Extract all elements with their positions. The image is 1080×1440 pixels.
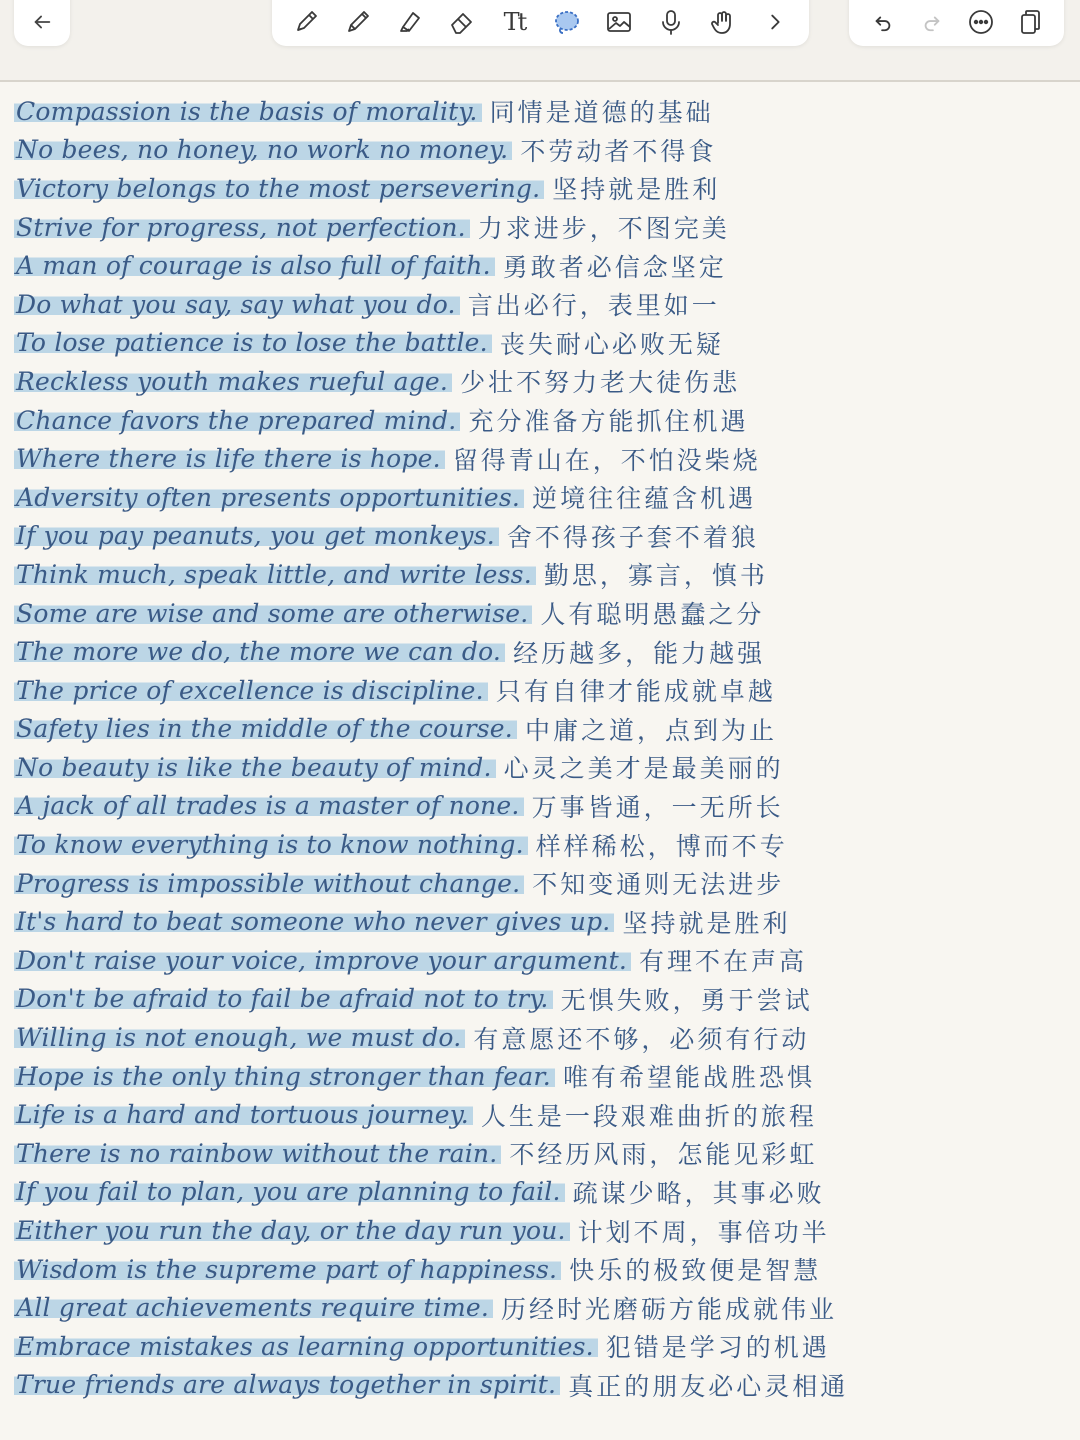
english-sentence: Chance favors the prepared mind. <box>14 406 460 435</box>
english-sentence: Willing is not enough, we must do. <box>14 1023 465 1052</box>
english-sentence: A man of courage is also full of faith. <box>14 251 495 280</box>
note-line <box>14 1211 1074 1250</box>
chinese-translation: 不劳动者不得食 <box>520 136 717 166</box>
chinese-translation: 逆境往往蕴含机遇 <box>532 484 757 514</box>
note-line <box>14 1327 1074 1366</box>
chinese-translation: 有意愿还不够，必须有行动 <box>473 1024 810 1054</box>
english-sentence: Embrace mistakes as learning opportunities. <box>14 1332 598 1361</box>
english-sentence: The more we do, the more we can do. <box>14 637 505 666</box>
hand-touch-icon[interactable] <box>703 2 743 42</box>
note-line <box>14 1018 1074 1057</box>
english-sentence: Adversity often presents opportunities. <box>14 483 524 512</box>
handwritten-notes <box>14 92 1074 1404</box>
english-sentence: Strive for progress, not perfection. <box>14 213 470 242</box>
note-line <box>14 555 1074 594</box>
english-sentence: If you pay peanuts, you get monkeys. <box>14 521 499 550</box>
note-line <box>14 208 1074 247</box>
microphone-icon[interactable] <box>651 2 691 42</box>
chinese-translation: 勤思，寡言，慎书 <box>543 561 768 591</box>
note-line <box>14 478 1074 517</box>
chinese-translation: 人有聪明愚蠢之分 <box>540 600 765 630</box>
chinese-translation: 中庸之道，点到为止 <box>524 715 777 745</box>
english-sentence: Either you run the day, or the day run you. <box>14 1216 570 1245</box>
english-sentence: There is no rainbow without the rain. <box>14 1139 501 1168</box>
pages-icon[interactable] <box>1010 2 1050 42</box>
note-line <box>14 517 1074 556</box>
more-icon[interactable] <box>961 2 1001 42</box>
undo-icon[interactable] <box>863 2 903 42</box>
note-line <box>14 671 1074 710</box>
chinese-translation: 真正的朋友必心灵相通 <box>568 1371 849 1401</box>
arrow-left-icon <box>22 2 62 42</box>
chinese-translation: 犯错是学习的机遇 <box>605 1333 830 1363</box>
pencil-icon[interactable] <box>338 2 378 42</box>
chinese-translation: 人生是一段艰难曲折的旅程 <box>480 1101 817 1131</box>
english-sentence: A jack of all trades is a master of none. <box>14 791 524 820</box>
note-line <box>14 1057 1074 1096</box>
redo-icon[interactable] <box>912 2 952 42</box>
back-button[interactable] <box>14 0 70 46</box>
note-line <box>14 246 1074 285</box>
chinese-translation: 丧失耐心必败无疑 <box>499 329 724 359</box>
note-line <box>14 1095 1074 1134</box>
note-line <box>14 1288 1074 1327</box>
chinese-translation: 力求进步，不图完美 <box>477 214 730 244</box>
note-line <box>14 92 1074 131</box>
image-icon[interactable] <box>599 2 639 42</box>
english-sentence: Don't raise your voice, improve your argument. <box>14 946 631 975</box>
toolbar <box>0 0 1080 82</box>
english-sentence: Life is a hard and tortuous journey. <box>14 1100 473 1129</box>
note-line <box>14 825 1074 864</box>
note-line <box>14 902 1074 941</box>
english-sentence: If you fail to plan, you are planning to fail. <box>14 1177 565 1206</box>
chinese-translation: 不经历风雨，怎能见彩虹 <box>509 1140 818 1170</box>
english-sentence: Progress is impossible without change. <box>14 869 524 898</box>
english-sentence: Wisdom is the supreme part of happiness. <box>14 1255 561 1284</box>
chinese-translation: 坚持就是胜利 <box>622 908 791 938</box>
chinese-translation: 舍不得孩子套不着狼 <box>506 522 759 552</box>
chinese-translation: 无惧失败，勇于尝试 <box>560 985 813 1015</box>
note-line <box>14 362 1074 401</box>
text-tool-icon[interactable]: Tt <box>503 8 526 36</box>
english-sentence: No beauty is like the beauty of mind. <box>14 753 496 782</box>
english-sentence: Some are wise and some are otherwise. <box>14 599 532 628</box>
highlighter-icon[interactable] <box>390 2 430 42</box>
chinese-translation: 万事皆通，一无所长 <box>531 792 784 822</box>
note-line <box>14 710 1074 749</box>
note-line <box>14 787 1074 826</box>
english-sentence: Where there is life there is hope. <box>14 444 445 473</box>
english-sentence: It's hard to beat someone who never gives up. <box>14 907 614 936</box>
english-sentence: True friends are always together in spirit. <box>14 1370 560 1399</box>
note-line <box>14 324 1074 363</box>
chinese-translation: 样样稀松，博而不专 <box>535 831 788 861</box>
lasso-icon[interactable] <box>547 2 587 42</box>
chinese-translation: 坚持就是胜利 <box>552 175 721 205</box>
chinese-translation: 留得青山在，不怕没柴烧 <box>452 445 761 475</box>
document-actions <box>849 0 1064 46</box>
english-sentence: Reckless youth makes rueful age. <box>14 367 452 396</box>
note-line <box>14 980 1074 1019</box>
chinese-translation: 言出必行，表里如一 <box>467 291 720 321</box>
note-line <box>14 748 1074 787</box>
chevron-right-icon[interactable] <box>755 2 795 42</box>
note-line <box>14 401 1074 440</box>
english-sentence: The price of excellence is discipline. <box>14 676 488 705</box>
note-line <box>14 1250 1074 1289</box>
note-line <box>14 131 1074 170</box>
english-sentence: Compassion is the basis of morality. <box>14 97 482 126</box>
chinese-translation: 疏谋少略，其事必败 <box>572 1178 825 1208</box>
english-sentence: Don't be afraid to fail be afraid not to try. <box>14 984 553 1013</box>
tool-palette <box>272 0 809 46</box>
note-line <box>14 594 1074 633</box>
eraser-icon[interactable] <box>442 2 482 42</box>
note-line <box>14 285 1074 324</box>
chinese-translation: 勇敢者必信念坚定 <box>502 252 727 282</box>
chinese-translation: 历经时光磨砺方能成就伟业 <box>501 1294 838 1324</box>
chinese-translation: 经历越多，能力越强 <box>513 638 766 668</box>
english-sentence: To know everything is to know nothing. <box>14 830 528 859</box>
note-line <box>14 1173 1074 1212</box>
note-line <box>14 169 1074 208</box>
english-sentence: Safety lies in the middle of the course. <box>14 714 517 743</box>
note-line <box>14 632 1074 671</box>
chinese-translation: 心灵之美才是最美丽的 <box>503 754 784 784</box>
chinese-translation: 计划不周，事倍功半 <box>577 1217 830 1247</box>
pen-icon[interactable] <box>286 2 326 42</box>
chinese-translation: 快乐的极致便是智慧 <box>569 1256 822 1286</box>
english-sentence: Victory belongs to the most persevering. <box>14 174 544 203</box>
chinese-translation: 唯有希望能战胜恐惧 <box>562 1063 815 1093</box>
english-sentence: Do what you say, say what you do. <box>14 290 460 319</box>
english-sentence: Hope is the only thing stronger than fear. <box>14 1062 555 1091</box>
english-sentence: No bees, no honey, no work no money. <box>14 135 512 164</box>
note-line <box>14 439 1074 478</box>
chinese-translation: 充分准备方能抓住机遇 <box>468 407 749 437</box>
english-sentence: All great achievements require time. <box>14 1293 493 1322</box>
chinese-translation: 只有自律才能成就卓越 <box>495 677 776 707</box>
chinese-translation: 少壮不努力老大徒伤悲 <box>460 368 741 398</box>
english-sentence: To lose patience is to lose the battle. <box>14 328 492 357</box>
note-line <box>14 941 1074 980</box>
note-line <box>14 1366 1074 1405</box>
chinese-translation: 有理不在声高 <box>639 947 808 977</box>
note-line <box>14 1134 1074 1173</box>
english-sentence: Think much, speak little, and write less. <box>14 560 536 589</box>
chinese-translation: 同情是道德的基础 <box>489 98 714 128</box>
chinese-translation: 不知变通则无法进步 <box>532 870 785 900</box>
note-line <box>14 864 1074 903</box>
